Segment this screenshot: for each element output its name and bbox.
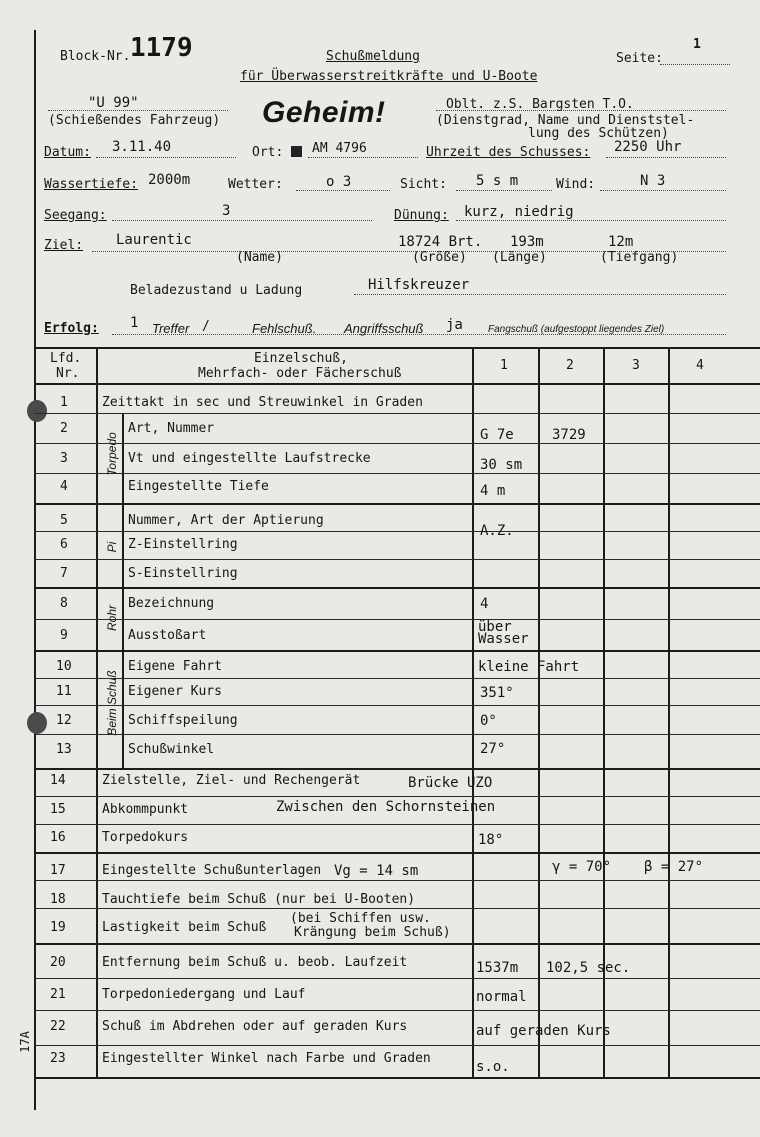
col-header-4: 4 bbox=[696, 358, 704, 373]
form-title: Schußmeldung bbox=[326, 49, 420, 64]
block-number: 1179 bbox=[130, 33, 193, 63]
weather-label: Wetter: bbox=[228, 177, 283, 192]
visibility-label: Sicht: bbox=[400, 177, 447, 192]
form-subtitle: für Überwasserstreitkräfte und U-Boote bbox=[240, 69, 538, 84]
group-label-beim-schuss: Beim Schuß bbox=[105, 670, 119, 736]
miss-separator: / bbox=[202, 319, 210, 334]
swell-label: Dünung: bbox=[394, 208, 449, 223]
date-label: Datum: bbox=[44, 145, 91, 160]
place-label: Ort: bbox=[252, 146, 302, 160]
col-header-2: 2 bbox=[566, 358, 574, 373]
place-value: AM 4796 bbox=[312, 141, 367, 156]
secret-stamp: Geheim! bbox=[262, 96, 386, 129]
shot-report-page: 17A Block-Nr. 1179 Schußmeldung für Überwasserstreitkräfte und U-Boote Seite: 1 "U 99" (Schießendes Fahrzeug) Geheim! Oblt. z.S. Bargsten T.O. (Dienstgrad, Name und Dienststel- lung des Schützen) Datum: 3.11.40 Ort: AM 4796 Uhrzeit des Schusses: 2250 Uhr Wassertiefe: 2000m Wetter: o 3 Sicht: 5 s m Wind: N 3 Seegang: 3 Dünung: kurz, niedrig Ziel: Laurentic 18724 Brt. 193m 12m (Name) (Größe) (Länge) (Tiefgang) Beladezustand u Ladung Hilfskreuzer Erfolg: 1 Treffer / Fehlschuß. Angriffsschuß ja Fangschuß (aufgestoppt liegendes Ziel) Lfd. Nr. Einzelschuß, Mehrfach- oder Fächerschuß 1 2 3 4 Torpedo Pi Rohr Beim Schuß 1 Zeittakt in sec und Streuwinkel in Graden 2 Art, Nummer G 7e 3729 3 Vt und eingestellte Laufstrecke 30 sm 4 Eingestellte Tiefe 4 m 5 Nummer, Art der Aptierung A.Z. 6 Z-Einstellring 7 S-Einstellring 8 Bezeichnung 4 9 Ausstoßart über Wasser 10 Eigene Fahrt kleine Fahrt 11 Eigener Kurs 351° 12 Schiffspeilung 0° 13 Schußwinkel 27° 14 Zielstelle, Ziel- und Rechengerät Brücke UZO 15 Abkommpunkt Zwischen den Schornsteinen 16 Torpedokurs 18° 17 Eingestellte Schußunterlagen Vg = 14 sm γ = 70° β = 27° 18 Tauchtiefe beim Schuß (nur bei U-Booten) 19 Lastigkeit beim Schuß (bei Schiffen usw. Krängung beim Schuß) 20 Entfernung beim Schuß u. beob. Laufzeit 1537m 102,5 sec. 21 Torpedoniedergang und Lauf normal 22 Schuß im Abdrehen oder auf geraden Kurs auf geraden Kurs 23 Eingestellter Winkel nach Farbe und Graden s.o. bbox=[0, 0, 760, 1137]
wind-label: Wind: bbox=[556, 177, 596, 192]
col-header-desc-2: Mehrfach- oder Fächerschuß bbox=[198, 366, 402, 381]
time-value: 2250 Uhr bbox=[614, 139, 682, 155]
depth-label: Wassertiefe: bbox=[44, 177, 138, 192]
date-value: 3.11.40 bbox=[112, 139, 172, 155]
success-label: Erfolg: bbox=[44, 321, 99, 336]
punch-hole-icon bbox=[27, 712, 47, 734]
page-label: Seite: bbox=[616, 51, 663, 66]
weather-value: o 3 bbox=[326, 174, 352, 190]
checkbox-icon bbox=[291, 146, 302, 157]
sea-label: Seegang: bbox=[44, 208, 107, 223]
depth-value: 2000m bbox=[148, 172, 191, 188]
group-label-torpedo: Torpedo bbox=[105, 432, 119, 476]
col-header-desc-1: Einzelschuß, bbox=[254, 351, 348, 366]
miss-label: Fehlschuß. bbox=[252, 321, 317, 336]
col-header-lfd: Lfd. bbox=[50, 351, 82, 366]
punch-hole-icon bbox=[27, 400, 47, 422]
time-label: Uhrzeit des Schusses: bbox=[426, 145, 591, 160]
target-size-label: (Größe) bbox=[412, 250, 467, 265]
group-label-rohr: Rohr bbox=[105, 605, 119, 632]
sea-value: 3 bbox=[222, 203, 231, 219]
swell-value: kurz, niedrig bbox=[464, 204, 574, 220]
officer-label-1: (Dienstgrad, Name und Dienststel- bbox=[436, 113, 695, 128]
catch-label: Fangschuß (aufgestoppt liegendes Ziel) bbox=[488, 324, 665, 335]
officer-label-2: lung des Schützen) bbox=[528, 126, 669, 141]
vessel-value: "U 99" bbox=[88, 95, 139, 111]
hits-label: Treffer bbox=[152, 321, 190, 336]
attack-value: ja bbox=[446, 317, 463, 333]
target-length-label: (Länge) bbox=[492, 250, 547, 265]
target-name: Laurentic bbox=[116, 232, 192, 248]
load-value: Hilfskreuzer bbox=[368, 277, 470, 293]
target-size: 18724 Brt. bbox=[398, 234, 483, 250]
wind-value: N 3 bbox=[640, 173, 666, 189]
load-label: Beladezustand u Ladung bbox=[130, 283, 303, 298]
col-header-1: 1 bbox=[500, 358, 508, 373]
block-label: Block-Nr. bbox=[60, 49, 131, 64]
hits-value: 1 bbox=[130, 315, 139, 331]
officer-value: Oblt. z.S. Bargsten T.O. bbox=[446, 97, 634, 112]
target-label: Ziel: bbox=[44, 238, 84, 253]
target-name-label: (Name) bbox=[236, 250, 283, 265]
target-length: 193m bbox=[510, 234, 544, 250]
visibility-value: 5 s m bbox=[476, 173, 519, 189]
col-header-nr: Nr. bbox=[56, 366, 80, 381]
group-label-pi: Pi bbox=[105, 541, 119, 553]
page-value: 1 bbox=[693, 37, 701, 52]
col-header-3: 3 bbox=[632, 358, 640, 373]
margin-note: 17A bbox=[17, 1031, 32, 1053]
target-draft: 12m bbox=[608, 234, 634, 250]
left-margin-line bbox=[34, 30, 36, 1110]
attack-label: Angriffsschuß bbox=[344, 321, 424, 336]
target-draft-label: (Tiefgang) bbox=[600, 250, 679, 265]
vessel-label: (Schießendes Fahrzeug) bbox=[48, 113, 221, 128]
